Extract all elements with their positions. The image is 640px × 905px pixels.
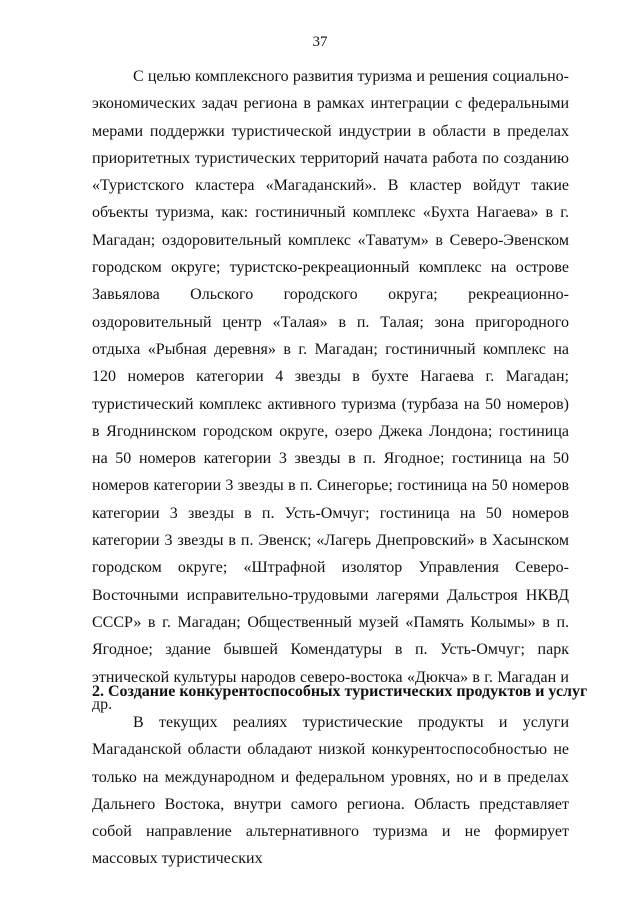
page-number: 37 xyxy=(312,34,328,50)
body-paragraph-products: В текущих реалиях туристические продукты и услуги Магаданской области обладают низкой конкурентоспособностью не только на международном и федеральном уровнях, но и в пределах Дальнего Востока, внутри самого региона. Область представляет собой направление альтернативного туризма и не формирует массовых туристических xyxy=(92,714,569,868)
section-heading: 2. Создание конкурентоспособных туристических продуктов и услуг xyxy=(92,683,588,700)
body-paragraph-cluster: С целью комплексного развития туризма и решения социально-экономических задач региона в рамках интеграции с федеральными мерами поддержки туристической индустрии в области в пределах приоритетных туристических территорий начата работа по созданию «Туристского кластера «Магаданский». В кластер войдут такие объекты туризма, как: гостиничный комплекс «Бухта Нагаева» в г. Магадан; оздоровительный комплекс «Таватум» в Северо-Эвенском городском округе; туристско-рекреационный комплекс на острове Завьялова Ольского городского округа; рекреационно-оздоровительный центр «Талая» в п. Талая; зона пригородного отдыха «Рыбная деревня» в г. Магадан; гостиничный комплекс на 120 номеров категории 4 звезды в бухте Нагаева г. Магадан; туристический комплекс активного туризма (турбаза на 50 номеров) в Ягоднинском городском округе, озеро Джека Лондона; гостиница на 50 номеров категории 3 звезды в п. Ягодное; гостиница на 50 номеров категории 3 звезды в п. Синегорье; гостиница на 50 номеров категории 3 звезды в п. Усть-Омчуг; гостиница на 50 номеров категории 3 звезды в п. Эвенск; «Лагерь Днепровский» в Хасынском городском округе; «Штрафной изолятор Управления Северо-Восточными исправительно-трудовыми лагерями Дальстроя НКВД СССР» в г. Магадан; Общественный музей «Память Колымы» в п. Ягодное; здание бывшей Комендатуры в п. Усть-Омчуг; парк этнической культуры народов северо-востока «Дюкча» в г. Магадан и др. xyxy=(92,68,569,713)
